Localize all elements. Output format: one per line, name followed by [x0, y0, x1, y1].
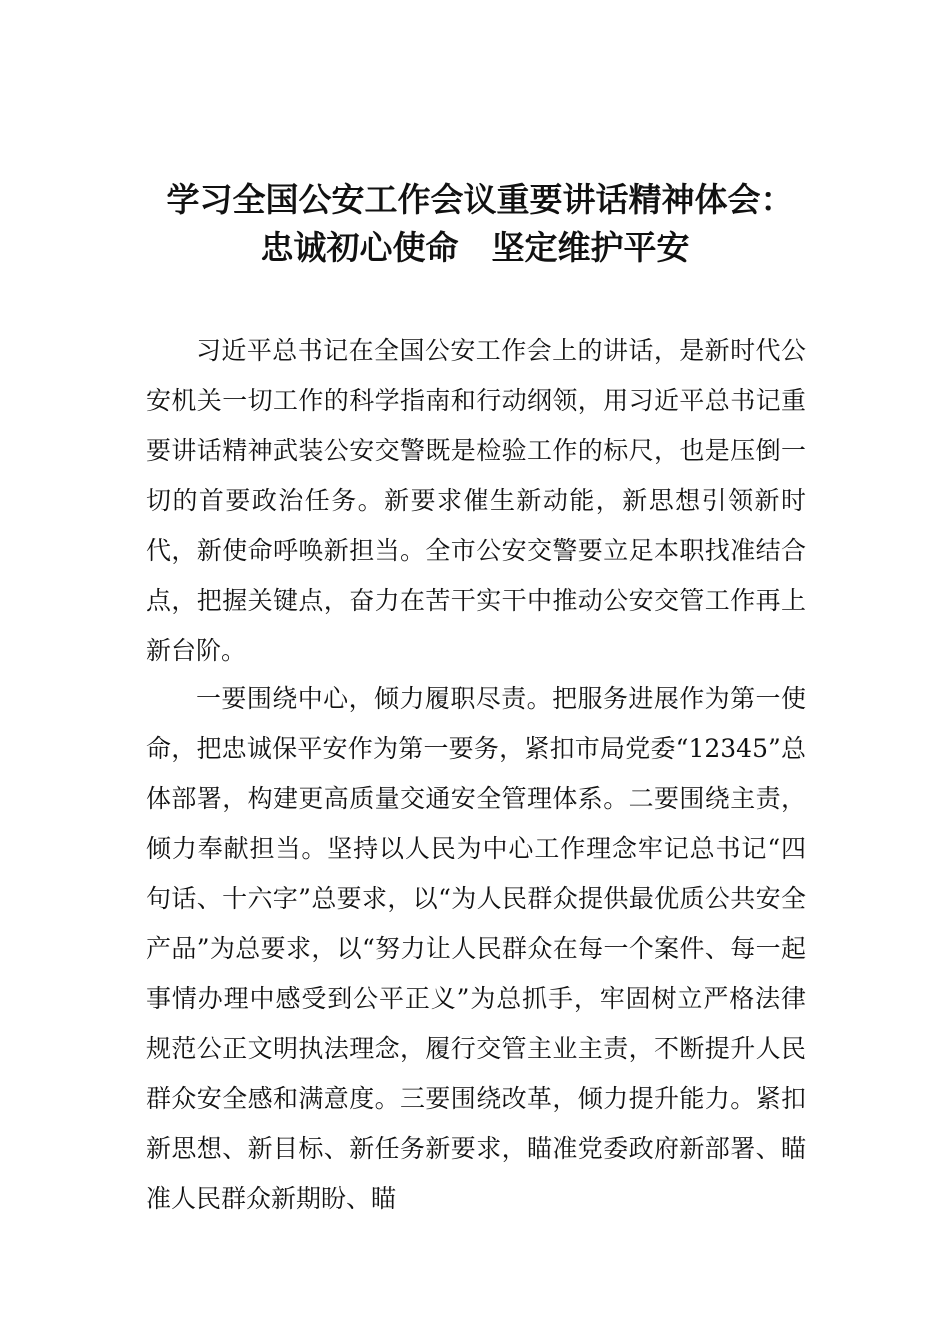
document-title-line2: 忠诚初心使命 坚定维护平安: [260, 228, 690, 267]
body-paragraph-2: 一要围绕中心，倾力履职尽责。把服务进展作为第一使命，把忠诚保平安作为第一要务，紧扣市局党委“12345”总体部署，构建更高质量交通安全管理体系。二要围绕主责，倾力奉献担当。坚持以人民为中心工作理念牢记总书记“四句话、十六字”总要求，以“为人民群众提供最优质公共安全产品”为总要求，以“努力让人民群众在每一个案件、每一起事情办理中感受到公平正义”为总抓手，牢固树立严格法律规范公正文明执法理念，履行交管主业主责，不断提升人民群众安全感和满意度。三要围绕改革，倾力提升能力。紧扣新思想、新目标、新任务新要求，瞄准党委政府新部署、瞄准人民群众新期盼、瞄: [146, 684, 806, 1213]
body-paragraph-1: 习近平总书记在全国公安工作会上的讲话，是新时代公安机关一切工作的科学指南和行动纲领，用习近平总书记重要讲话精神武装公安交警既是检验工作的标尺，也是压倒一切的首要政治任务。新要求催生新动能，新思想引领新时代，新使命呼唤新担当。全市公安交警要立足本职找准结合点，把握关键点，奋力在苦干实干中推动公安交管工作再上新台阶。: [146, 336, 806, 665]
document-title-line1: 学习全国公安工作会议重要讲话精神体会：: [166, 180, 794, 219]
